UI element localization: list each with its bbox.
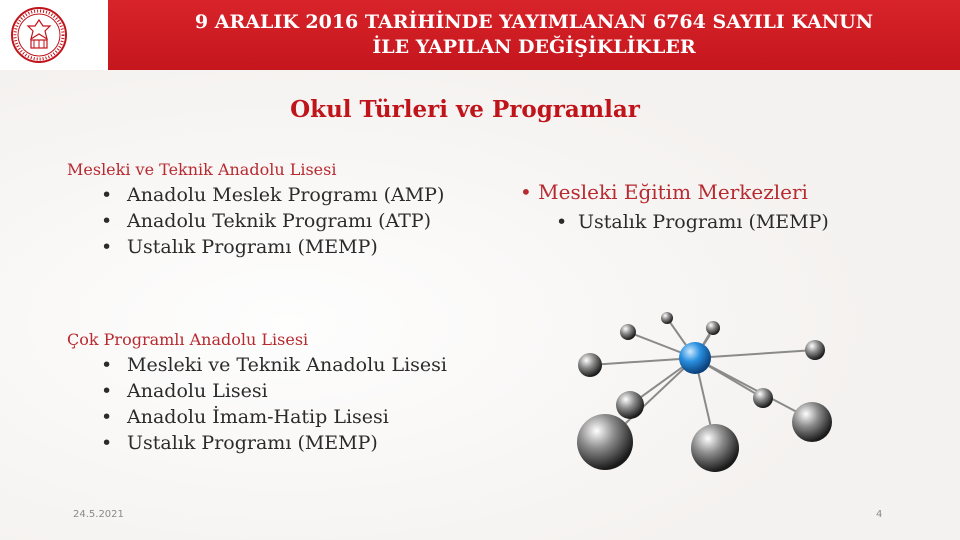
header-title-line1: 9 ARALIK 2016 TARİHİNDE YAYIMLANAN 6764 SAYILI KANUN <box>194 11 874 33</box>
list-item: • Anadolu Lisesi <box>97 378 447 404</box>
logo-area <box>0 0 108 70</box>
mem-program-list <box>556 209 829 235</box>
header-title-line2: İLE YAPILAN DEĞİŞİKLİKLER <box>372 36 696 58</box>
list-item: • Anadolu İmam-Hatip Lisesi <box>97 404 447 430</box>
header-bar <box>108 0 960 70</box>
slide-title: Okul Türleri ve Programlar <box>290 96 640 123</box>
list-item: • Ustalık Programı (MEMP) <box>556 209 829 235</box>
list-item: • Mesleki ve Teknik Anadolu Lisesi <box>97 352 447 378</box>
page-number: 4 <box>876 509 883 520</box>
mtal-program-list <box>97 182 444 260</box>
list-item: • Anadolu Teknik Programı (ATP) <box>97 208 444 234</box>
footer-date: 24.5.2021 <box>73 509 124 520</box>
cpal-heading: Çok Programlı Anadolu Lisesi <box>67 330 309 349</box>
mtal-heading: Mesleki ve Teknik Anadolu Lisesi <box>67 160 337 179</box>
list-item: • Anadolu Meslek Programı (AMP) <box>97 182 444 208</box>
list-item: • Ustalık Programı (MEMP) <box>97 234 444 260</box>
ministry-seal-icon <box>10 6 68 64</box>
network-graph-icon <box>545 310 845 490</box>
list-item: • Ustalık Programı (MEMP) <box>97 430 447 456</box>
cpal-program-list <box>97 352 447 456</box>
mem-heading: • Mesleki Eğitim Merkezleri <box>520 180 808 204</box>
